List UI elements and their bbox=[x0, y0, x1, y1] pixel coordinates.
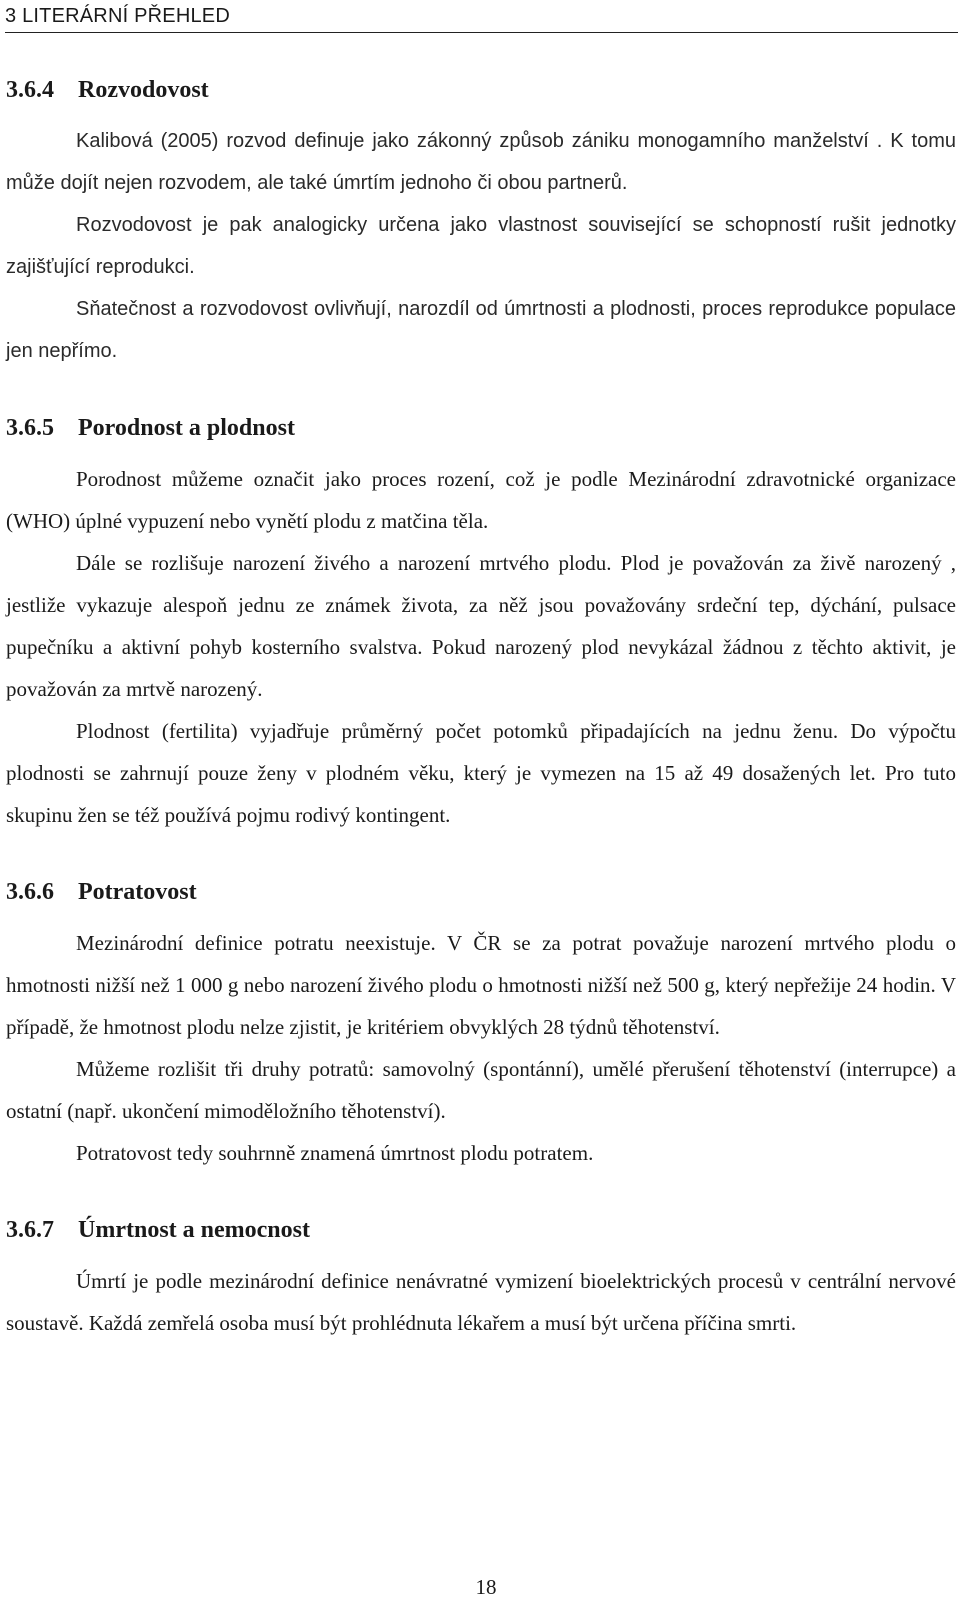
paragraph: Rozvodovost je pak analogicky určena jako vlastnost související se schopností rušit jednotky zajišťující reprodukci. bbox=[6, 214, 956, 278]
paragraph: Porodnost můžeme označit jako proces rození, což je podle Mezinárodní zdravotnické organizace (WHO) úplné vypuzení nebo vynětí plodu z matčina těla. bbox=[6, 467, 956, 533]
paragraph: Kalibová (2005) rozvod definuje jako zákonný způsob zániku monogamního manželství . K tomu může dojít nejen rozvodem, ale také úmrtím jednoho či obou partnerů. bbox=[6, 130, 956, 194]
section-number: 3.6.6 bbox=[6, 879, 54, 905]
section-title: Rozvodovost bbox=[78, 77, 209, 103]
section-potratovost bbox=[6, 872, 956, 1174]
paragraph: Plodnost (fertilita) vyjadřuje průměrný počet potomků připadajících na jednu ženu. Do výpočtu plodnosti se zahrnují pouze ženy v plodném věku, který je vymezen na 15 až 49 dosažených let. Pro tuto skupinu žen se též používá pojmu rodivý kontingent. bbox=[6, 719, 956, 827]
paragraph-part: Plod je považován za živě narozený , jestliže vykazuje alespoň jednu ze známek života, za něž jsou považovány srdeční tep, dýchání, pulsace pupečníku a aktivní pohyb kosterního svalstva. Pokud narozený plod nevykázal žádnou z těchto aktivit, je považován za mrtvě narozený. bbox=[6, 551, 956, 701]
paragraph bbox=[6, 542, 956, 710]
paragraph: Mezinárodní definice potratu neexistuje. V ČR se za potrat považuje narození mrtvého plodu o hmotnosti nižší než 1 000 g nebo narození živého plodu o hmotnosti nižší než 500 g, který nepřežije 24 hodin. V případě, že hmotnost plodu nelze zjistit, je kritériem obvyklých 28 týdnů těhotenství. bbox=[6, 931, 956, 1039]
page-content bbox=[6, 70, 956, 1344]
section-heading bbox=[6, 70, 956, 110]
paragraph: Můžeme rozlišit tři druhy potratů: samovolný (spontánní), umělé přerušení těhotenství (interrupce) a ostatní (např. ukončení mimoděložního těhotenství). bbox=[6, 1057, 956, 1123]
section-umrtnost bbox=[6, 1210, 956, 1344]
section-heading bbox=[6, 872, 956, 912]
section-title: Úmrtnost a nemocnost bbox=[78, 1217, 310, 1243]
section-number: 3.6.5 bbox=[6, 415, 54, 441]
running-header: 3 LITERÁRNÍ PŘEHLED bbox=[5, 2, 958, 33]
section-heading bbox=[6, 408, 956, 448]
paragraph: Úmrtí je podle mezinárodní definice nenávratné vymizení bioelektrických procesů v centrální nervové soustavě. Každá zemřelá osoba musí být prohlédnuta lékařem a musí být určena příčina smrti. bbox=[6, 1269, 956, 1335]
section-heading bbox=[6, 1210, 956, 1250]
section-rozvodovost bbox=[6, 70, 956, 372]
section-title: Porodnost a plodnost bbox=[78, 415, 295, 441]
section-number: 3.6.4 bbox=[6, 77, 54, 103]
paragraph-part: Dále se rozlišuje narození živého a narození mrtvého plodu. bbox=[76, 551, 612, 575]
paragraph: Sňatečnost a rozvodovost ovlivňují, narozdíl od úmrtnosti a plodnosti, proces reprodukce populace jen nepřímo. bbox=[6, 298, 956, 362]
section-title: Potratovost bbox=[78, 879, 197, 905]
section-number: 3.6.7 bbox=[6, 1217, 54, 1243]
section-porodnost bbox=[6, 408, 956, 836]
paragraph: Potratovost tedy souhrnně znamená úmrtnost plodu potratem. bbox=[76, 1141, 594, 1165]
page-number: 18 bbox=[475, 1575, 497, 1599]
